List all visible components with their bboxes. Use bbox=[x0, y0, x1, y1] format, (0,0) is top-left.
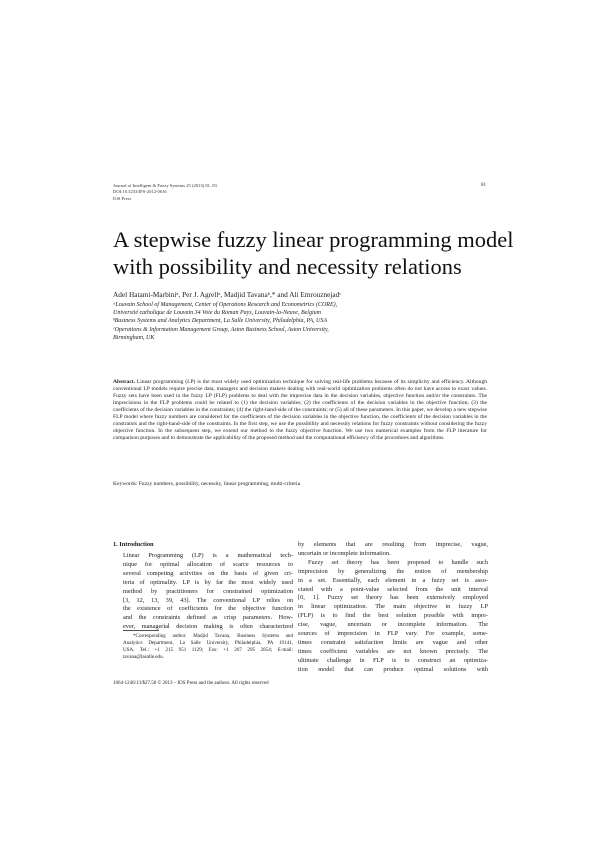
journal-header bbox=[113, 183, 217, 202]
body-line: cise, vague, uncertain or incomplete information. The bbox=[298, 621, 488, 629]
author-list: Adel Hatami-Marbiniᵃ, Per J. Agrellᵃ, Madjid Tavanaᵇ,* and Ali Emrouznejadᶜ bbox=[113, 290, 342, 299]
body-line: ciated with a point-value selected from the unit interval bbox=[298, 585, 488, 593]
body-line: teria of optimality. LP is by far the most widely used bbox=[123, 578, 293, 586]
body-line: times coefficient variables are not known precisely. The bbox=[298, 647, 488, 655]
body-line: imprecision by generalizing the notion of membership bbox=[298, 567, 488, 575]
affiliation-line: ᵇBusiness Systems and Analytics Department, La Salle University, Philadelphia, PA, USA bbox=[113, 318, 328, 325]
body-line: uncertain or incomplete information. bbox=[298, 549, 391, 557]
body-line: by elements that are resulting from imprecise, vague, bbox=[298, 541, 488, 548]
body-line: Fuzzy set theory has been proposed to handle such bbox=[308, 558, 488, 566]
body-line: tion model that can produce optimal solutions with bbox=[298, 665, 488, 673]
right-column bbox=[298, 541, 488, 675]
footnote-line: USA. Tel.: +1 215 951 1129; Fax: +1 267 295 2854; E-mail: bbox=[123, 646, 293, 653]
abstract-label: Abstract. bbox=[113, 379, 136, 385]
body-line: times constraint satisfaction limits are vague and other bbox=[298, 638, 488, 646]
body-line: several competing activities on the basis of given cri- bbox=[123, 569, 293, 577]
footnote-line: Analytics Department, La Salle University, Philadelphia, PA 19141, bbox=[123, 639, 293, 646]
affiliations bbox=[113, 301, 337, 342]
article-title bbox=[113, 226, 514, 280]
affiliation-line: ᶜOperations & Information Management Group, Aston Business School, Aston University, bbox=[113, 326, 329, 333]
abstract bbox=[113, 379, 487, 442]
body-line: [3, 12, 13, 39, 43]. The conventional LP relies on bbox=[123, 596, 293, 604]
title-line: A stepwise fuzzy linear programming model bbox=[113, 227, 514, 252]
affiliation-line: Université catholique de Louvain 34 Voie du Roman Pays, Louvain-la-Neuve, Belgium bbox=[113, 310, 321, 317]
abstract-text: Linear programming (LP) is the most widely used optimization technique for solving real-life problems because of its simplicity and efficiency. Although conventional LP models require precise data, managers and decision makers dealing with real-world optimization problems often do not have access to exact values. Fuzzy sets have been used in the fuzzy LP (FLP) problems to deal with the imprecise data in the decision variables, objective function and/or the constraints. The imprecisions in the FLP problems could be related to (1) the decision variables; (2) the coefficients of the decision variables in the objective function; (3) the coefficients of the decision variables in the constraints; (4) the right-hand-side of the constraints; or (5) all of these parameters. In this paper, we develop a new stepwise FLP model where fuzzy numbers are considered for the coefficients of the decision variables in the objective function, the coefficients of the decision variables in the constraints and the right-hand-side of the constraints. In the first step, we use the possibility and necessity relations for fuzzy constraints without considering the fuzzy objective function. In the subsequent step, we extend our method to the fuzzy objective function. We use two numerical examples from the FLP literature for comparison purposes and to demonstrate the applicability of the proposed method and the computational efficiency of the procedures and algorithms. bbox=[113, 379, 487, 441]
affiliation-line: ᵃLouvain School of Management, Center of Operations Research and Econometrics (CORE), bbox=[113, 302, 338, 308]
left-column bbox=[123, 552, 293, 632]
body-line: method by practitioners for constrained optimization bbox=[123, 587, 293, 595]
footnote-rule bbox=[123, 630, 159, 631]
body-line: in linear optimization. The main objective in fuzzy LP bbox=[298, 603, 488, 611]
body-line: [0, 1]. Fuzzy set theory has been extensively employed bbox=[298, 594, 488, 602]
affiliation-line: Birmingham, UK bbox=[113, 334, 155, 341]
journal-citation: Journal of Intelligent & Fuzzy Systems 25 (2013) 81–93 bbox=[113, 183, 217, 188]
section-heading: 1. Introduction bbox=[113, 541, 154, 548]
body-line: and the constraints defined as crisp parameters. How- bbox=[123, 614, 293, 622]
title-line: with possibility and necessity relations bbox=[113, 254, 462, 279]
body-line: nique for optimal allocation of scarce resources to bbox=[123, 560, 293, 568]
page-number: 81 bbox=[481, 183, 486, 188]
copyright-line: 1064-1246/13/$27.50 © 2013 – IOS Press and the authors. All rights reserved bbox=[113, 681, 269, 686]
doi-line: DOI:10.3233/IFS-2012-0616 bbox=[113, 189, 167, 195]
footnote-line: tavana@lasalle.edu. bbox=[123, 653, 164, 660]
body-line: sources of imprecision in FLP vary. For example, some- bbox=[298, 630, 488, 638]
corresponding-author-footnote bbox=[123, 633, 293, 661]
footnote-line: *Corresponding author. Madjid Tavana, Business Systems and bbox=[133, 633, 293, 639]
keywords: Keywords: Fuzzy numbers, possibility, necessity, linear programming, multi-criteria bbox=[113, 481, 301, 487]
body-line: ever, managerial decision making is often characterized bbox=[123, 623, 293, 631]
body-line: Linear Programming (LP) is a mathematical tech- bbox=[123, 552, 293, 559]
body-line: (FLP) is to find the best solution possible with impre- bbox=[298, 612, 488, 620]
body-line: the existence of coefficients for the objective function bbox=[123, 605, 293, 613]
body-line: ultimate challenge in FLP is to construct an optimiza- bbox=[298, 656, 488, 664]
body-line: in a set. Essentially, each element in a fuzzy set is asso- bbox=[298, 576, 488, 584]
publisher-line: IOS Press bbox=[113, 195, 132, 201]
